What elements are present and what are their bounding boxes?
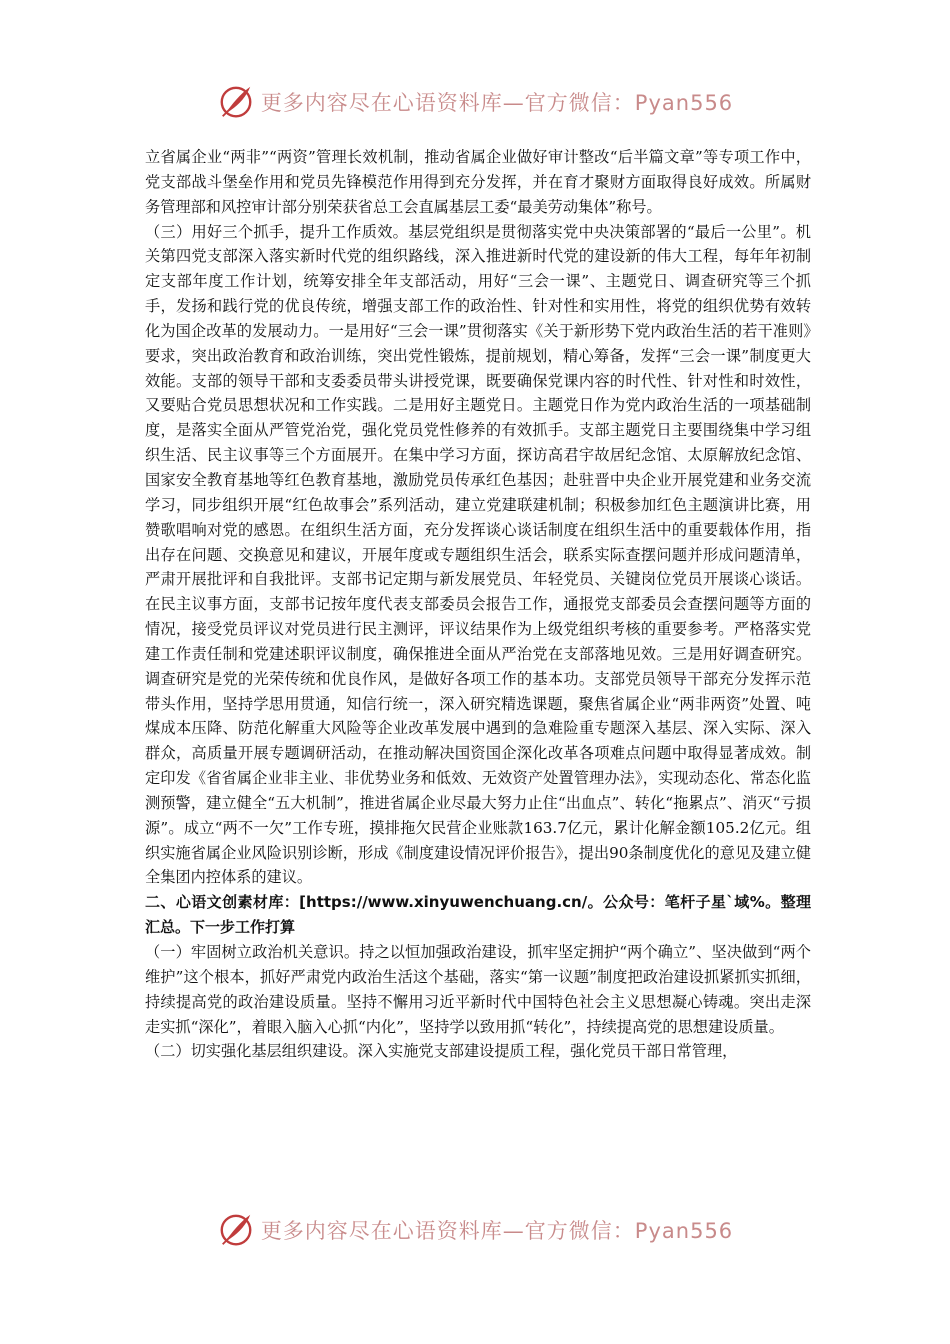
header-banner <box>0 82 950 122</box>
banner-text: 更多内容尽在心语资料库—官方微信：Pyan556 <box>260 1219 734 1243</box>
quill-logo-icon <box>217 1211 255 1249</box>
paragraph-4: （二）切实强化基层组织建设。深入实施党支部建设提质工程，强化党员干部日常管理， <box>145 1042 738 1061</box>
section-heading: 二、心语文创素材库：[https://www.xinyuwenchuang.cn/。公众号：笔杆子星`域%。整理汇总。下一步工作打算 <box>145 893 811 937</box>
document-body <box>145 145 811 1064</box>
footer-banner <box>0 1210 950 1250</box>
paragraph-3: （一）牢固树立政治机关意识。持之以恒加强政治建设，抓牢坚定拥护“两个确立”、坚决做到“两个维护”这个根本，抓好严肃党内政治生活这个基础，落实“第一议题”制度把政治建设抓紧抓实抓细，持续提高党的政治建设质量。坚持不懈用习近平新时代中国特色社会主义思想凝心铸魂。突出走深走实抓“深化”，着眼入脑入心抓“内化”，坚持学以致用抓“转化”，持续提高党的思想建设质量。 <box>145 943 811 1036</box>
quill-logo-icon <box>217 83 255 121</box>
banner-text: 更多内容尽在心语资料库—官方微信：Pyan556 <box>260 91 734 115</box>
paragraph-1: 立省属企业“两非”“两资”管理长效机制，推动省属企业做好审计整改“后半篇文章”等专项工作中，党支部战斗堡垒作用和党员先锋模范作用得到充分发挥，并在育才聚财方面取得良好成效。所属财务管理部和风控审计部分别荣获省总工会直属基层工委“最美劳动集体”称号。 <box>145 148 811 216</box>
paragraph-2: （三）用好三个抓手，提升工作质效。基层党组织是贯彻落实党中央决策部署的“最后一公里”。机关第四党支部深入落实新时代党的组织路线，深入推进新时代党的建设新的伟大工程，每年年初制定支部年度工作计划，统筹安排全年支部活动，用好“三会一课”、主题党日、调查研究等三个抓手，发扬和践行党的优良传统，增强支部工作的政治性、针对性和实用性，将党的组织优势有效转化为国企改革的发展动力。一是用好“三会一课”贯彻落实《关于新形势下党内政治生活的若干准则》要求，突出政治教育和政治训练，突出党性锻炼，提前规划，精心筹备，发挥“三会一课”制度更大效能。支部的领导干部和支委委员带头讲授党课，既要确保党课内容的时代性、针对性和时效性，又要贴合党员思想状况和工作实践。二是用好主题党日。主题党日作为党内政治生活的一项基础制度，是落实全面从严管党治党，强化党员党性修养的有效抓手。支部主题党日主要围绕集中学习组织生活、民主议事等三个方面展开。在集中学习方面，探访高君宇故居纪念馆、太原解放纪念馆、国家安全教育基地等红色教育基地，激励党员传承红色基因；赴驻晋中央企业开展党建和业务交流学习，同步组织开展“红色故事会”系列活动，建立党建联建机制；积极参加红色主题演讲比赛，用赞歌唱响对党的感恩。在组织生活方面，充分发挥谈心谈话制度在组织生活中的重要载体作用，指出存在问题、交换意见和建议，开展年度或专题组织生活会，联系实际查摆问题并形成问题清单，严肃开展批评和自我批评。支部书记定期与新发展党员、年轻党员、关键岗位党员开展谈心谈话。在民主议事方面，支部书记按年度代表支部委员会报告工作，通报党支部委员会查摆问题等方面的情况，接受党员评议对党员进行民主测评，评议结果作为上级党组织考核的重要参考。严格落实党建工作责任制和党建述职评议制度，确保推进全面从严治党在支部落地见效。三是用好调查研究。调查研究是党的光荣传统和优良作风，是做好各项工作的基本功。支部党员领导干部充分发挥示范带头作用，坚持学思用贯通，知信行统一，深入研究精选课题，聚焦省属企业“两非两资”处置、吨煤成本压降、防范化解重大风险等企业改革发展中遇到的急难险重专题深入基层、深入实际、深入群众，高质量开展专题调研活动，在推动解决国资国企深化改革各项难点问题中取得显著成效。制定印发《省省属企业非主业、非优势业务和低效、无效资产处置管理办法》，实现动态化、常态化监测预警，建立健全“五大机制”，推进省属企业尽最大努力止住“出血点”、转化“拖累点”、消灭“亏损源”。成立“两不一欠”工作专班，摸排拖欠民营企业账款163.7亿元，累计化解金额105.2亿元。组织实施省属企业风险识别诊断，形成《制度建设情况评价报告》，提出90条制度优化的意见及建立健全集团内控体系的建议。 <box>145 222 811 887</box>
